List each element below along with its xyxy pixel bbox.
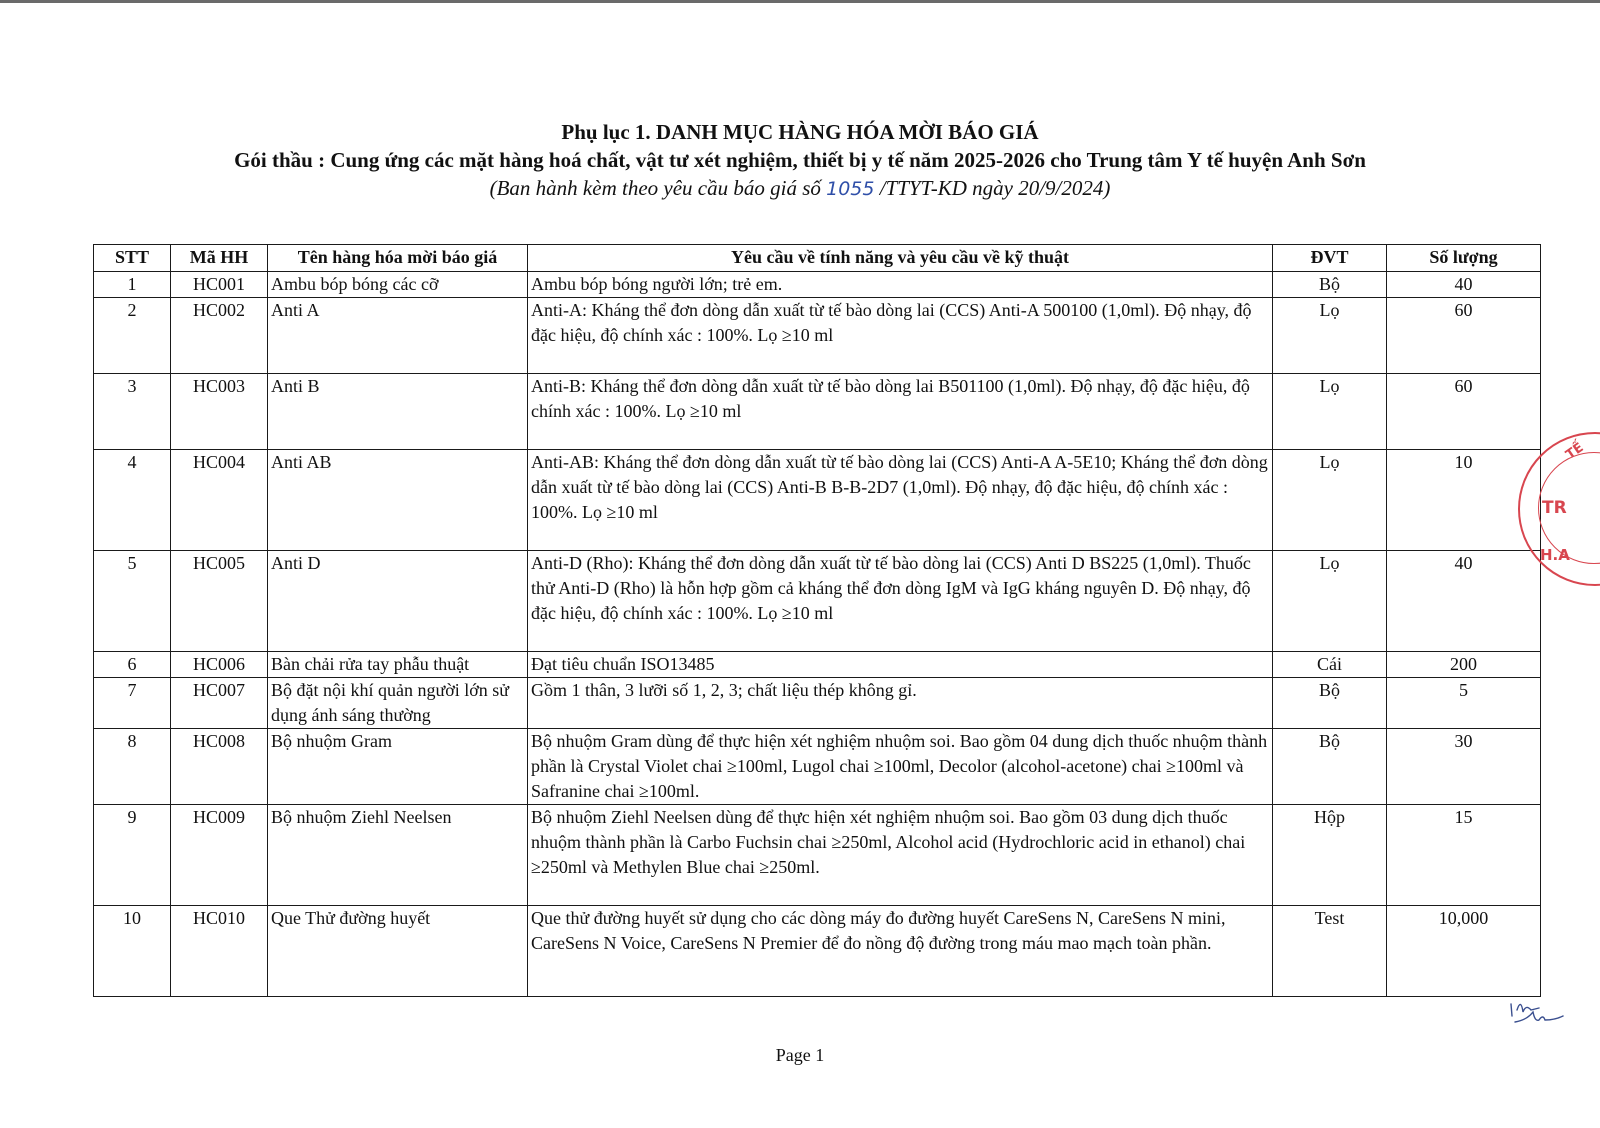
cell-stt: 6 xyxy=(94,652,171,678)
column-header-spec: Yêu cầu về tính năng và yêu cầu về kỹ thuật xyxy=(528,245,1273,272)
cell-code: HC009 xyxy=(171,805,268,906)
cell-qty: 15 xyxy=(1387,805,1541,906)
cell-name: Anti B xyxy=(268,374,528,450)
handwritten-initials xyxy=(1505,990,1575,1030)
cell-qty: 10,000 xyxy=(1387,906,1541,997)
cell-spec: Bộ nhuộm Ziehl Neelsen dùng để thực hiện xét nghiệm nhuộm soi. Bao gồm 03 dung dịch thuốc nhuộm thành phần là Carbo Fuchsin chai ≥250ml, Alcohol acid (Hydrochloric acid in ethanol) chai ≥250ml và Methylen Blue chai ≥250ml. xyxy=(528,805,1273,906)
cell-unit: Test xyxy=(1273,906,1387,997)
document-title: Phụ lục 1. DANH MỤC HÀNG HÓA MỜI BÁO GIÁ xyxy=(561,120,1039,144)
cell-qty: 5 xyxy=(1387,678,1541,729)
cell-unit: Hộp xyxy=(1273,805,1387,906)
cell-name: Anti A xyxy=(268,298,528,374)
column-header-name: Tên hàng hóa mời báo giá xyxy=(268,245,528,272)
seal-text-bottom: H.A xyxy=(1540,546,1570,564)
cell-code: HC003 xyxy=(171,374,268,450)
cell-unit: Lọ xyxy=(1273,551,1387,652)
cell-unit: Bộ xyxy=(1273,729,1387,805)
document-subtitle: Gói thầu : Cung ứng các mặt hàng hoá chất, vật tư xét nghiệm, thiết bị y tế năm 2025-2026 cho Trung tâm Y tế huyện Anh Sơn xyxy=(234,148,1366,172)
cell-spec: Anti-D (Rho): Kháng thể đơn dòng dẫn xuất từ tế bào dòng lai (CCS) Anti D BS225 (1,0ml). Thuốc thử Anti-D (Rho) là hỗn hợp gồm cả kháng thể đơn dòng IgM và IgG kháng nguyên D. Độ nhạy, độ đặc hiệu, độ chính xác : 100%. Lọ ≥10 ml xyxy=(528,551,1273,652)
cell-code: HC005 xyxy=(171,551,268,652)
table-row xyxy=(94,298,1541,374)
cell-name: Anti D xyxy=(268,551,528,652)
cell-qty: 200 xyxy=(1387,652,1541,678)
table-row xyxy=(94,272,1541,298)
cell-name: Bàn chải rửa tay phẫu thuật xyxy=(268,652,528,678)
cell-qty: 40 xyxy=(1387,272,1541,298)
cell-qty: 60 xyxy=(1387,374,1541,450)
seal-text-middle: TR xyxy=(1542,498,1567,518)
cell-code: HC004 xyxy=(171,450,268,551)
column-header-stt: STT xyxy=(94,245,171,272)
cell-stt: 7 xyxy=(94,678,171,729)
cell-unit: Cái xyxy=(1273,652,1387,678)
cell-spec: Bộ nhuộm Gram dùng để thực hiện xét nghiệm nhuộm soi. Bao gồm 04 dung dịch thuốc nhuộm thành phần là Crystal Violet chai ≥100ml, Lugol chai ≥100ml, Decolor (alcohol-acetone) chai ≥100ml và Safranine chai ≥100ml. xyxy=(528,729,1273,805)
cell-spec: Que thử đường huyết sử dụng cho các dòng máy đo đường huyết CareSens N, CareSens N mini, CareSens N Voice, CareSens N Premier để đo nồng độ đường trong máu mao mạch toàn phần. xyxy=(528,906,1273,997)
cell-name: Que Thử đường huyết xyxy=(268,906,528,997)
cell-qty: 10 xyxy=(1387,450,1541,551)
cell-name: Bộ đặt nội khí quản người lớn sử dụng ánh sáng thường xyxy=(268,678,528,729)
issued-note xyxy=(0,176,1600,201)
cell-name: Bộ nhuộm Ziehl Neelsen xyxy=(268,805,528,906)
cell-code: HC001 xyxy=(171,272,268,298)
cell-spec: Anti-AB: Kháng thể đơn dòng dẫn xuất từ tế bào dòng lai (CCS) Anti-A A-5E10; Kháng thể đơn dòng dẫn xuất từ tế bào dòng lai (CCS) Anti-B B-B-2D7 (1,0ml). Độ nhạy, độ đặc hiệu, độ chính xác : 100%. Lọ ≥10 ml xyxy=(528,450,1273,551)
cell-code: HC007 xyxy=(171,678,268,729)
cell-code: HC010 xyxy=(171,906,268,997)
cell-stt: 3 xyxy=(94,374,171,450)
cell-code: HC002 xyxy=(171,298,268,374)
column-header-unit: ĐVT xyxy=(1273,245,1387,272)
table-row xyxy=(94,906,1541,997)
cell-stt: 10 xyxy=(94,906,171,997)
column-header-code: Mã HH xyxy=(171,245,268,272)
scan-edge xyxy=(0,0,1600,3)
cell-stt: 2 xyxy=(94,298,171,374)
table-row xyxy=(94,551,1541,652)
cell-qty: 60 xyxy=(1387,298,1541,374)
cell-code: HC006 xyxy=(171,652,268,678)
handwritten-number: 1055 xyxy=(826,178,875,200)
goods-table xyxy=(93,244,1541,997)
table-row xyxy=(94,678,1541,729)
table-row xyxy=(94,374,1541,450)
cell-unit: Bộ xyxy=(1273,272,1387,298)
seal-text-top: TẾ xyxy=(1563,440,1587,463)
cell-stt: 8 xyxy=(94,729,171,805)
cell-name: Anti AB xyxy=(268,450,528,551)
cell-spec: Đạt tiêu chuẩn ISO13485 xyxy=(528,652,1273,678)
issued-suffix: /TTYT-KD ngày 20/9/2024) xyxy=(879,176,1111,200)
cell-name: Bộ nhuộm Gram xyxy=(268,729,528,805)
cell-stt: 4 xyxy=(94,450,171,551)
table-row xyxy=(94,450,1541,551)
cell-qty: 30 xyxy=(1387,729,1541,805)
cell-spec: Ambu bóp bóng người lớn; trẻ em. xyxy=(528,272,1273,298)
cell-unit: Bộ xyxy=(1273,678,1387,729)
table-row xyxy=(94,729,1541,805)
table-row xyxy=(94,652,1541,678)
cell-code: HC008 xyxy=(171,729,268,805)
cell-stt: 5 xyxy=(94,551,171,652)
cell-unit: Lọ xyxy=(1273,298,1387,374)
cell-spec: Gồm 1 thân, 3 lưỡi số 1, 2, 3; chất liệu thép không gỉ. xyxy=(528,678,1273,729)
cell-unit: Lọ xyxy=(1273,374,1387,450)
cell-spec: Anti-B: Kháng thể đơn dòng dẫn xuất từ tế bào dòng lai B501100 (1,0ml). Độ nhạy, độ đặc hiệu, độ chính xác : 100%. Lọ ≥10 ml xyxy=(528,374,1273,450)
column-header-qty: Số lượng xyxy=(1387,245,1541,272)
table-header-row xyxy=(94,245,1541,272)
page-number: Page 1 xyxy=(775,1045,825,1065)
cell-name: Ambu bóp bóng các cỡ xyxy=(268,272,528,298)
issued-prefix: (Ban hành kèm theo yêu cầu báo giá số xyxy=(489,176,821,200)
cell-unit: Lọ xyxy=(1273,450,1387,551)
cell-stt: 1 xyxy=(94,272,171,298)
cell-stt: 9 xyxy=(94,805,171,906)
table-row xyxy=(94,805,1541,906)
cell-qty: 40 xyxy=(1387,551,1541,652)
cell-spec: Anti-A: Kháng thể đơn dòng dẫn xuất từ tế bào dòng lai (CCS) Anti-A 500100 (1,0ml). Độ nhạy, độ đặc hiệu, độ chính xác : 100%. Lọ ≥10 ml xyxy=(528,298,1273,374)
